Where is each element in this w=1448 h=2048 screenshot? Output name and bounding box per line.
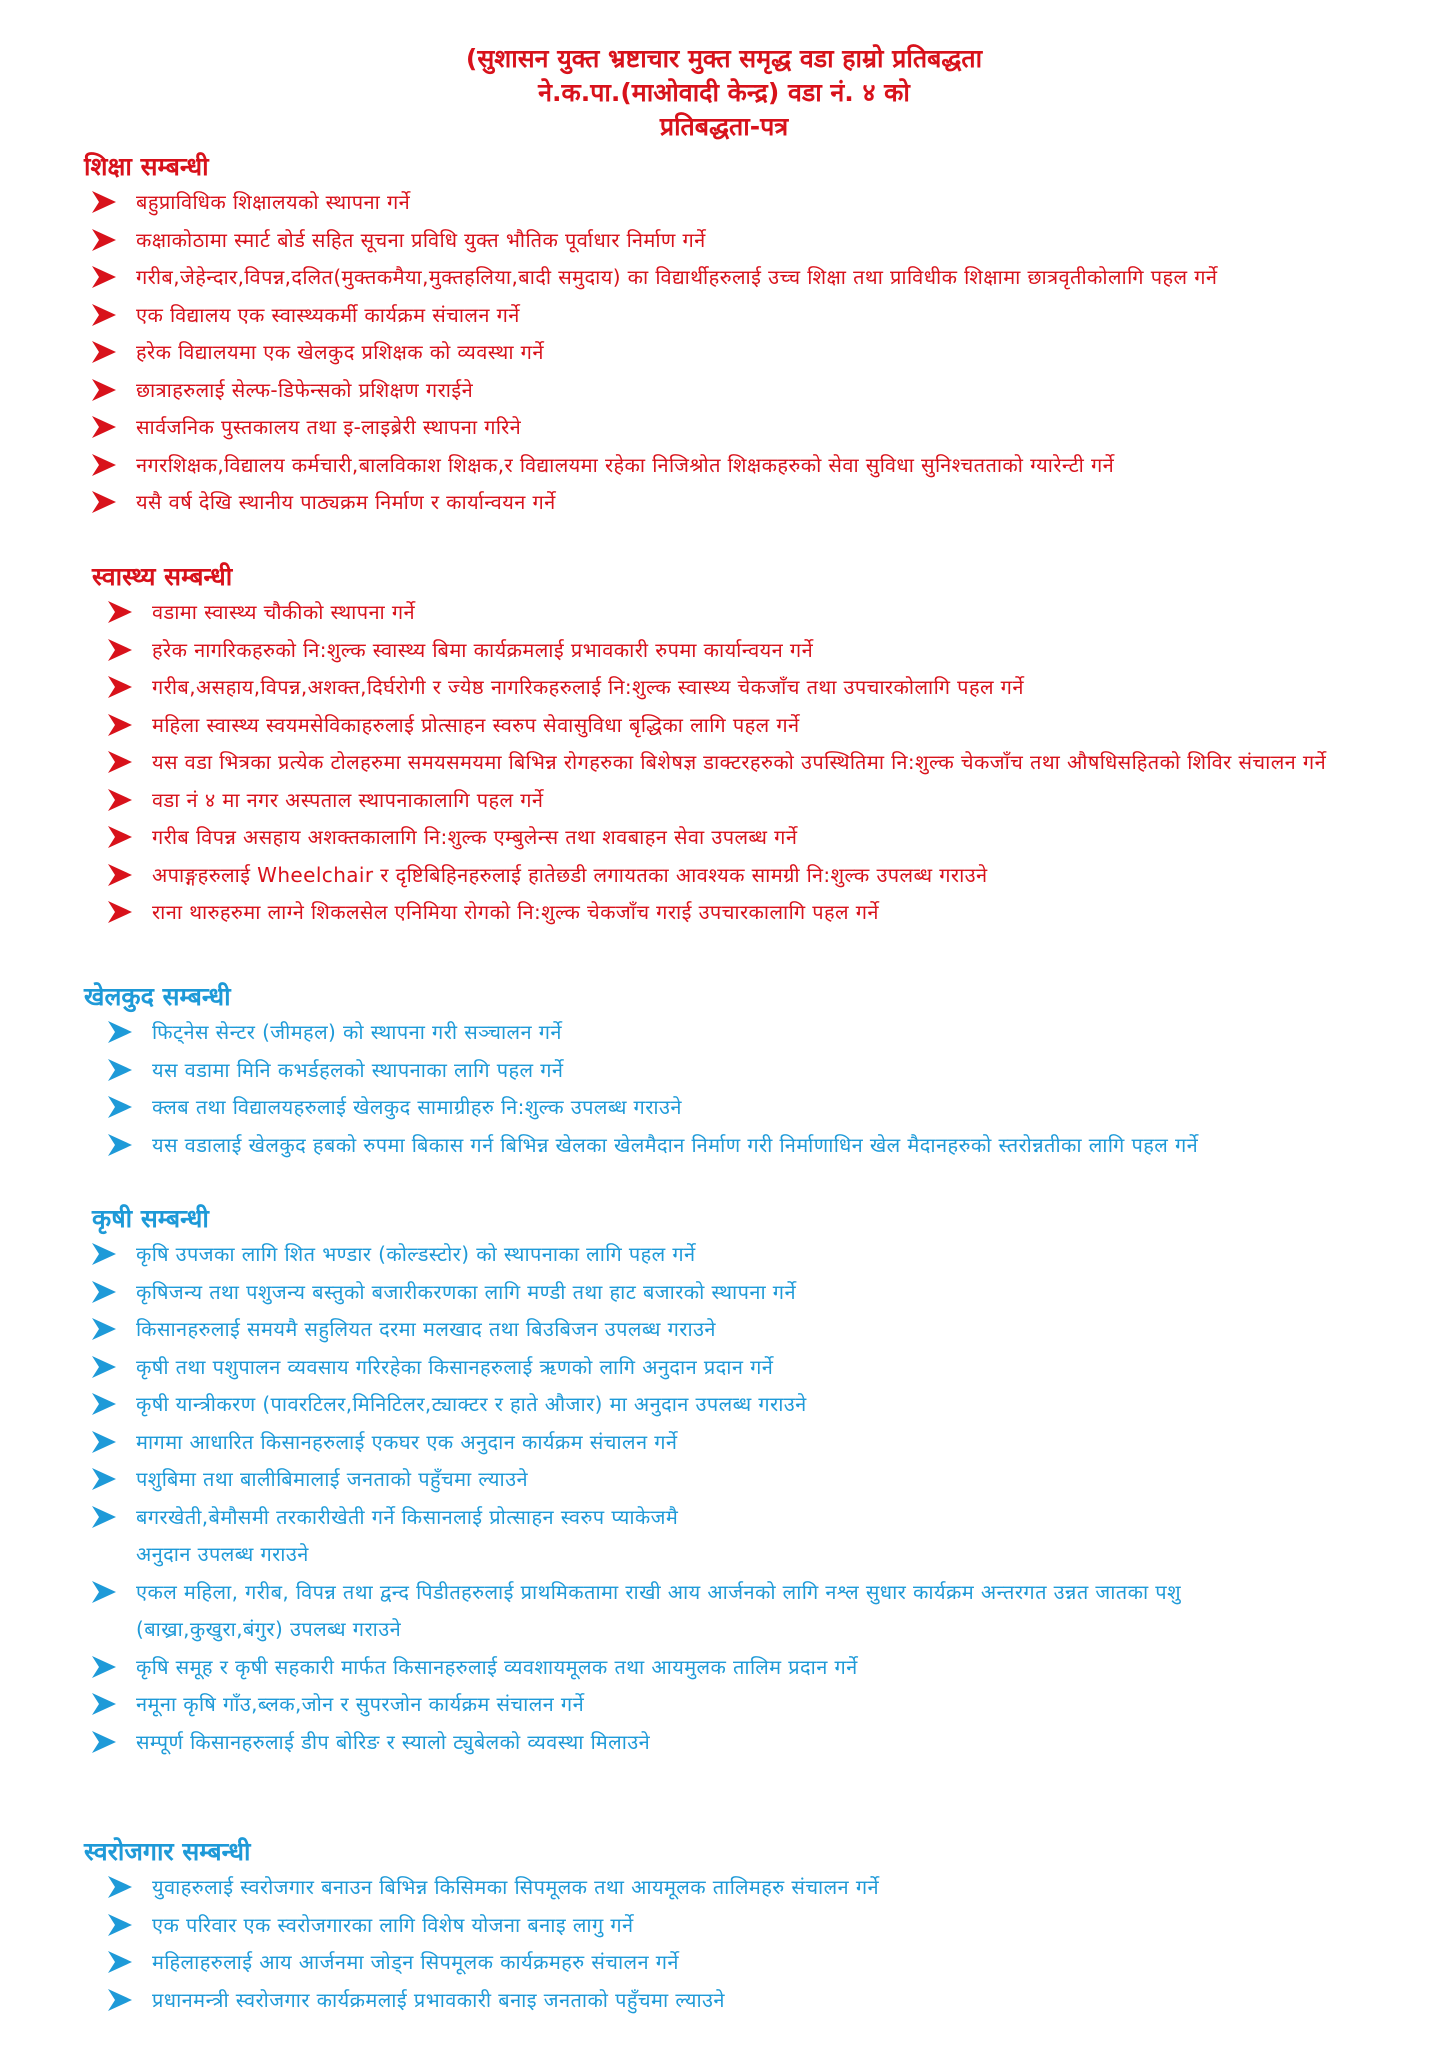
list-item [104,857,1448,895]
section-education [0,150,1448,522]
list-item [88,1236,1438,1274]
list-item [104,1127,1448,1165]
arrow-bullet-icon [108,714,132,736]
list-item-text: कृषि समूह र कृषी सहकारी मार्फत किसानहरुलाई व्यवशायमूलक तथा आयमुलक तालिम प्रदान गर्ने [136,1654,858,1679]
arrow-bullet-icon [108,751,132,773]
arrow-bullet-icon [92,341,116,363]
list-item-text: हरेक नागरिकहरुको नि:शुल्क स्वास्थ्य बिमा कार्यक्रमलाई प्रभावकारी रुपमा कार्यान्वयन गर्ने [152,637,814,662]
list-item-text: यस वडालाई खेलकुद हबको रुपमा बिकास गर्न बिभिन्न खेलका खेलमैदान निर्माण गरी निर्माणाधिन खेल मैदानहरुको स्तरोन्नतीका लागि पहल गर्ने [152,1132,1199,1157]
arrow-bullet-icon [92,1356,116,1378]
list-item-text: (बाख्रा,कुखुरा,बंगुर) उपलब्ध गराउने [136,1617,402,1641]
list-item [88,297,1438,335]
list-item-text: यस वडामा मिनि कभर्डहलको स्थापनाका लागि पहल गर्ने [152,1057,564,1082]
list-item [88,1274,1438,1312]
arrow-bullet-icon [92,191,116,213]
arrow-bullet-icon [108,1876,132,1898]
list-item-text: बगरखेती,बेमौसमी तरकारीखेती गर्ने किसानलाई प्रोत्साहन स्वरुप प्याकेजमै [136,1504,679,1529]
section-list [0,1014,1448,1164]
arrow-bullet-icon [108,1096,132,1118]
list-item-text: हरेक विद्यालयमा एक खेलकुद प्रशिक्षक को व्यवस्था गर्ने [136,340,544,364]
arrow-bullet-icon [92,1731,116,1753]
list-item-text: गरीब,जेहेन्दार,विपन्न,दलित(मुक्तकमैया,मुक्तहलिया,बादी समुदाय) का विद्यार्थीहरुलाई उच्च शिक्षा तथा प्राविधीक शिक्षामा छात्रवृतीकोलागि पहल गर्ने [136,265,1218,289]
arrow-bullet-icon [108,864,132,886]
list-item [104,744,1448,782]
arrow-bullet-icon [108,901,132,923]
list-item [88,484,1438,522]
list-item-text: छात्राहरुलाई सेल्फ-डिफेन्सको प्रशिक्षण गराईने [136,377,474,402]
list-item-text: सम्पूर्ण किसानहरुलाई डीप बोरिङ र स्यालो ट्युबेलको व्यवस्था मिलाउने [136,1729,651,1754]
arrow-bullet-icon [108,1059,132,1081]
list-item-text: नमूना कृषि गाँउ,ब्लक,जोन र सुपरजोन कार्यक्रम संचालन गर्ने [136,1692,585,1716]
list-item [104,1907,1448,1945]
arrow-bullet-icon [92,1431,116,1453]
section-health [0,560,1448,932]
list-item [104,1869,1448,1907]
section-heading: स्वास्थ्य सम्बन्धी [92,562,233,591]
list-item-text: मागमा आधारित किसानहरुलाई एकघर एक अनुदान कार्यक्रम संचालन गर्ने [136,1429,678,1454]
list-item [104,1052,1448,1090]
arrow-bullet-icon [92,491,116,513]
list-item-text: प्रधानमन्त्री स्वरोजगार कार्यक्रमलाई प्रभावकारी बनाइ जनताको पहुँचमा ल्याउने [152,1987,725,2012]
arrow-bullet-icon [92,1581,116,1603]
list-item-text: वडामा स्वास्थ्य चौकीको स्थापना गर्ने [152,600,416,624]
arrow-bullet-icon [92,1243,116,1265]
list-item-text: यस वडा भित्रका प्रत्येक टोलहरुमा समयसमयमा बिभिन्न रोगहरुका बिशेषज्ञ डाक्टरहरुको उपस्थितिमा नि:शुल्क चेकजाँच तथा औषधिसहितको शिविर संचालन गर्ने [152,750,1327,774]
list-item-text: एक परिवार एक स्वरोजगारका लागि विशेष योजना बनाइ लागु गर्ने [152,1912,634,1937]
header-commitment-title: प्रतिबद्धता-पत्र [659,112,789,141]
section-self-employment [0,1835,1448,2019]
arrow-bullet-icon [108,826,132,848]
list-item-text: कृषी यान्त्रीकरण (पावरटिलर,मिनिटिलर,ट्याक्टर र हाते औजार) मा अनुदान उपलब्ध गराउने [136,1392,807,1416]
arrow-bullet-icon [108,639,132,661]
arrow-bullet-icon [92,1281,116,1303]
list-item-text: राना थारुहरुमा लाग्ने शिकलसेल एनिमिया रोगको नि:शुल्क चेकजाँच गराई उपचारकालागि पहल गर्ने [152,900,879,924]
list-item [88,259,1438,297]
arrow-bullet-icon [92,379,116,401]
arrow-bullet-icon [108,1021,132,1043]
list-item [88,372,1438,410]
header-party-ward: ने.क.पा.(माओवादी केन्द्र) वडा नं. ४ को [538,78,910,107]
list-item [104,1014,1448,1052]
list-item-text: यसै वर्ष देखि स्थानीय पाठ्यक्रम निर्माण र कार्यान्वयन गर्ने [136,490,556,514]
section-list [0,184,1448,522]
arrow-bullet-icon [92,304,116,326]
list-item [104,894,1448,932]
list-item [104,632,1448,670]
list-item-text: कक्षाकोठामा स्मार्ट बोर्ड सहित सूचना प्रविधि युक्त भौतिक पूर्वाधार निर्माण गर्ने [136,227,706,252]
section-list [0,1869,1448,2019]
list-item-text: महिलाहरुलाई आय आर्जनमा जोड्न सिपमूलक कार्यक्रमहरु संचालन गर्ने [152,1950,679,1974]
list-item-text: महिला स्वास्थ्य स्वयमसेविकाहरुलाई प्रोत्साहन स्वरुप सेवासुविधा बृद्धिका लागि पहल गर्ने [152,712,800,737]
list-item [88,222,1438,260]
list-item-text: सार्वजनिक पुस्तकालय तथा इ-लाइब्रेरी स्थापना गरिने [136,415,522,439]
arrow-bullet-icon [92,1693,116,1715]
arrow-bullet-icon [92,229,116,251]
list-item-text: फिट्नेस सेन्टर (जीमहल) को स्थापना गरी सञ्चालन गर्ने [152,1020,562,1044]
list-item-text: एकल महिला, गरीब, विपन्न तथा द्वन्द पिडीतहरुलाई प्राथमिकतामा राखी आय आर्जनको लागि नश्ल सुधार कार्यक्रम अन्तरगत उन्नत जातका पशु [136,1579,1182,1604]
list-item [88,334,1438,372]
list-item-text: पशुबिमा तथा बालीबिमालाई जनताको पहुँचमा ल्याउने [136,1467,528,1491]
section-list [0,1236,1448,1761]
list-item-text: युवाहरुलाई स्वरोजगार बनाउन बिभिन्न किसिमका सिपमूलक तथा आयमूलक तालिमहरु संचालन गर्ने [152,1875,879,1899]
arrow-bullet-icon [108,1134,132,1156]
list-item [104,594,1448,632]
list-item [104,707,1448,745]
list-item [104,1089,1448,1127]
list-item-text: कृषी तथा पशुपालन व्यवसाय गरिरहेका किसानहरुलाई ऋणको लागि अनुदान प्रदान गर्ने [136,1354,774,1379]
list-item-text: बहुप्राविधिक शिक्षालयको स्थापना गर्ने [136,190,411,214]
list-item [88,1461,1438,1499]
list-item [104,819,1448,857]
arrow-bullet-icon [108,601,132,623]
list-item-text: अपाङ्गहरुलाई Wheelchair र दृष्टिबिहिनहरुलाई हातेछडी लगायतका आवश्यक सामग्री नि:शुल्क उपलब्ध गराउने [152,862,988,887]
list-item-text: कृषि उपजका लागि शित भण्डार (कोल्डस्टोर) को स्थापनाका लागि पहल गर्ने [136,1242,696,1266]
section-heading: शिक्षा सम्बन्धी [84,152,209,181]
document-header [0,42,1448,144]
list-item [88,1686,1438,1724]
header-slogan: (सुशासन युक्त भ्रष्टाचार मुक्त समृद्ध वडा हाम्रो प्रतिबद्धता [465,44,983,73]
list-item-text: अनुदान उपलब्ध गराउने [136,1542,309,1566]
list-item-text: गरीब,असहाय,विपन्न,अशक्त,दिर्घरोगी र ज्येष्ठ नागरिकहरुलाई नि:शुल्क स्वास्थ्य चेकजाँच तथा उपचारकोलागि पहल गर्ने [152,675,1024,699]
arrow-bullet-icon [108,1951,132,1973]
list-item [104,782,1448,820]
arrow-bullet-icon [92,1393,116,1415]
list-item [88,447,1438,485]
arrow-bullet-icon [108,1914,132,1936]
arrow-bullet-icon [92,1468,116,1490]
section-sports [0,980,1448,1164]
list-item [88,1424,1438,1462]
section-heading: कृषी सम्बन्धी [92,1204,209,1233]
list-item [88,409,1438,447]
arrow-bullet-icon [108,789,132,811]
list-item-text: एक विद्यालय एक स्वास्थ्यकर्मी कार्यक्रम संचालन गर्ने [136,302,520,327]
arrow-bullet-icon [108,1989,132,2011]
arrow-bullet-icon [92,1506,116,1528]
list-item [88,184,1438,222]
arrow-bullet-icon [92,266,116,288]
arrow-bullet-icon [92,1656,116,1678]
list-item [88,1649,1438,1687]
list-item-text: नगरशिक्षक,विद्यालय कर्मचारी,बालविकाश शिक्षक,र विद्यालयमा रहेका निजिश्रोत शिक्षकहरुको सेवा सुविधा सुनिश्चतताको ग्यारेन्टी गर्ने [136,452,1115,477]
list-item [88,1724,1438,1762]
arrow-bullet-icon [92,1318,116,1340]
arrow-bullet-icon [108,676,132,698]
section-heading: स्वरोजगार सम्बन्धी [84,1837,251,1866]
list-item-text: गरीब विपन्न असहाय अशक्तकालागि नि:शुल्क एम्बुलेन्स तथा शवबाहन सेवा उपलब्ध गर्ने [152,825,798,849]
section-list [0,594,1448,932]
list-item [88,1349,1438,1387]
list-item [104,669,1448,707]
list-item [88,1386,1438,1424]
list-item-text: कृषिजन्य तथा पशुजन्य बस्तुको बजारीकरणका लागि मण्डी तथा हाट बजारको स्थापना गर्ने [136,1279,796,1304]
list-item [104,1982,1448,2020]
arrow-bullet-icon [92,416,116,438]
list-item-text: किसानहरुलाई समयमै सहुलियत दरमा मलखाद तथा बिउबिजन उपलब्ध गराउने [136,1317,716,1341]
section-agriculture [0,1202,1448,1761]
section-heading: खेलकुद सम्बन्धी [84,982,231,1011]
list-item-text: वडा नं ४ मा नगर अस्पताल स्थापनाकालागि पहल गर्ने [152,787,544,812]
list-item [88,1499,1438,1574]
list-item-text: क्लब तथा विद्यालयहरुलाई खेलकुद सामाग्रीहरु नि:शुल्क उपलब्ध गराउने [152,1095,682,1119]
list-item [88,1574,1438,1649]
arrow-bullet-icon [92,454,116,476]
list-item [104,1944,1448,1982]
list-item [88,1311,1438,1349]
